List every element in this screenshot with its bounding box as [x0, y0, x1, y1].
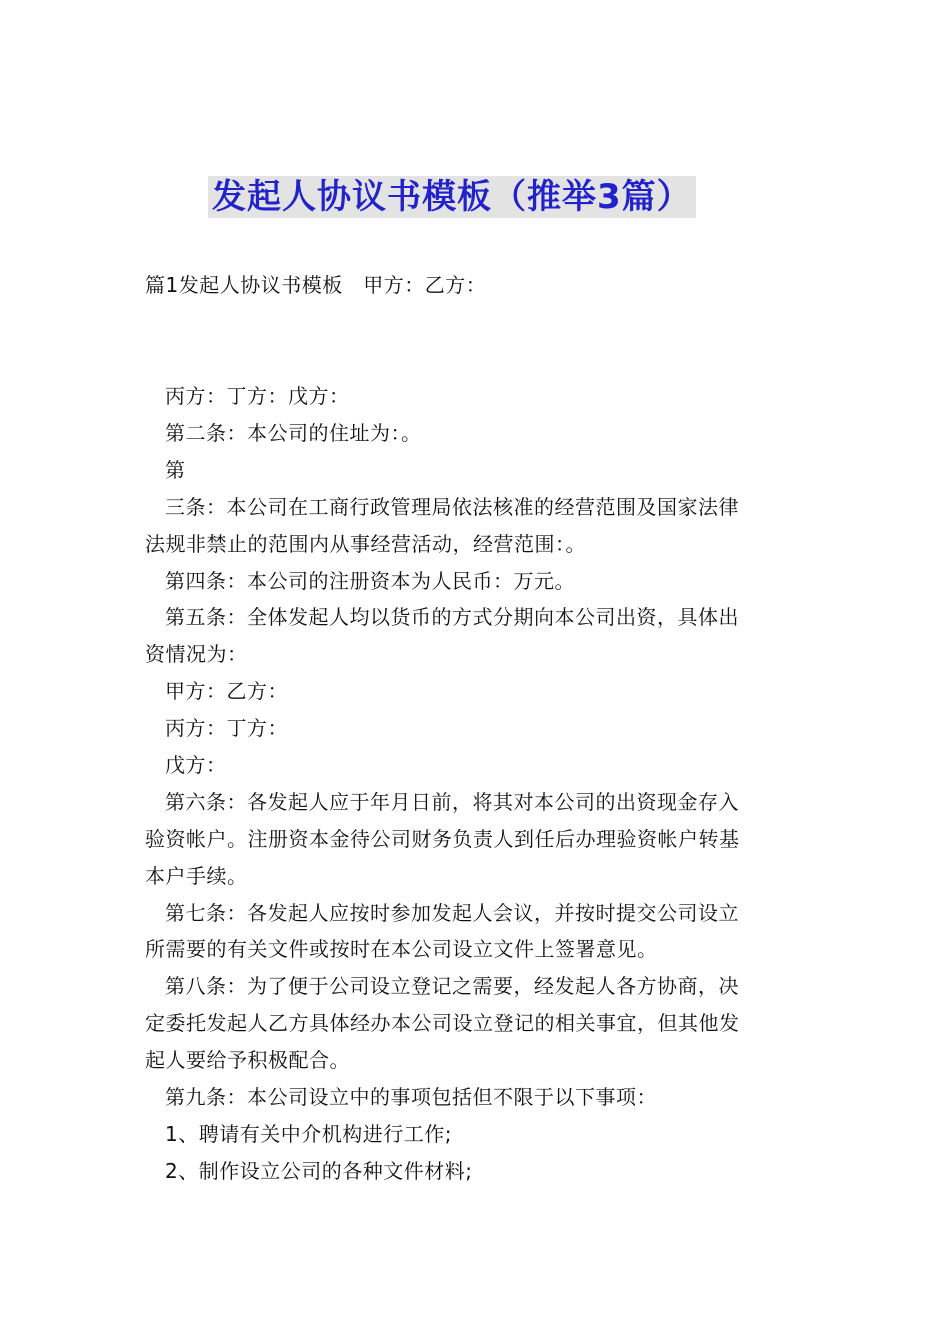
paragraph-line: 2、制作设立公司的各种文件材料;	[165, 1159, 473, 1183]
paragraph-line: 三条：本公司在工商行政管理局依法核准的经营范围及国家法律	[165, 495, 739, 519]
paragraph-line: 篇1发起人协议书模板 甲方：乙方：	[145, 273, 487, 297]
paragraph-line: 第二条：本公司的住址为：。	[165, 421, 422, 445]
paragraph-line: 定委托发起人乙方具体经办本公司设立登记的相关事宜，但其他发	[145, 1011, 740, 1035]
document-title: 发起人协议书模板（推举3篇）	[208, 176, 696, 218]
paragraph-line: 第五条：全体发起人均以货币的方式分期向本公司出资，具体出	[165, 605, 739, 629]
paragraph-line: 资情况为：	[145, 642, 248, 666]
paragraph-line: 第六条：各发起人应于年月日前，将其对本公司的出资现金存入	[165, 790, 739, 814]
paragraph-line: 验资帐户。注册资本金待公司财务负责人到任后办理验资帐户转基	[145, 827, 740, 851]
paragraph-line: 第七条：各发起人应按时参加发起人会议，并按时提交公司设立	[165, 901, 739, 925]
paragraph-line: 1、聘请有关中介机构进行工作;	[165, 1122, 452, 1146]
paragraph-line: 第九条：本公司设立中的事项包括但不限于以下事项：	[165, 1085, 657, 1109]
paragraph-line: 第	[165, 458, 186, 482]
paragraph-line: 丙方：丁方：	[165, 716, 288, 740]
paragraph-line: 法规非禁止的范围内从事经营活动，经营范围：。	[145, 532, 586, 556]
paragraph-line: 戊方：	[165, 753, 227, 777]
paragraph-line: 第四条：本公司的注册资本为人民币：万元。	[165, 569, 575, 593]
paragraph-line: 丙方：丁方：戊方：	[165, 384, 350, 408]
paragraph-line: 第八条：为了便于公司设立登记之需要，经发起人各方协商，决	[165, 974, 739, 998]
paragraph-line: 所需要的有关文件或按时在本公司设立文件上签署意见。	[145, 937, 658, 961]
paragraph-line: 本户手续。	[145, 864, 248, 888]
paragraph-line: 甲方：乙方：	[165, 679, 288, 703]
paragraph-line: 起人要给予积极配合。	[145, 1048, 350, 1072]
